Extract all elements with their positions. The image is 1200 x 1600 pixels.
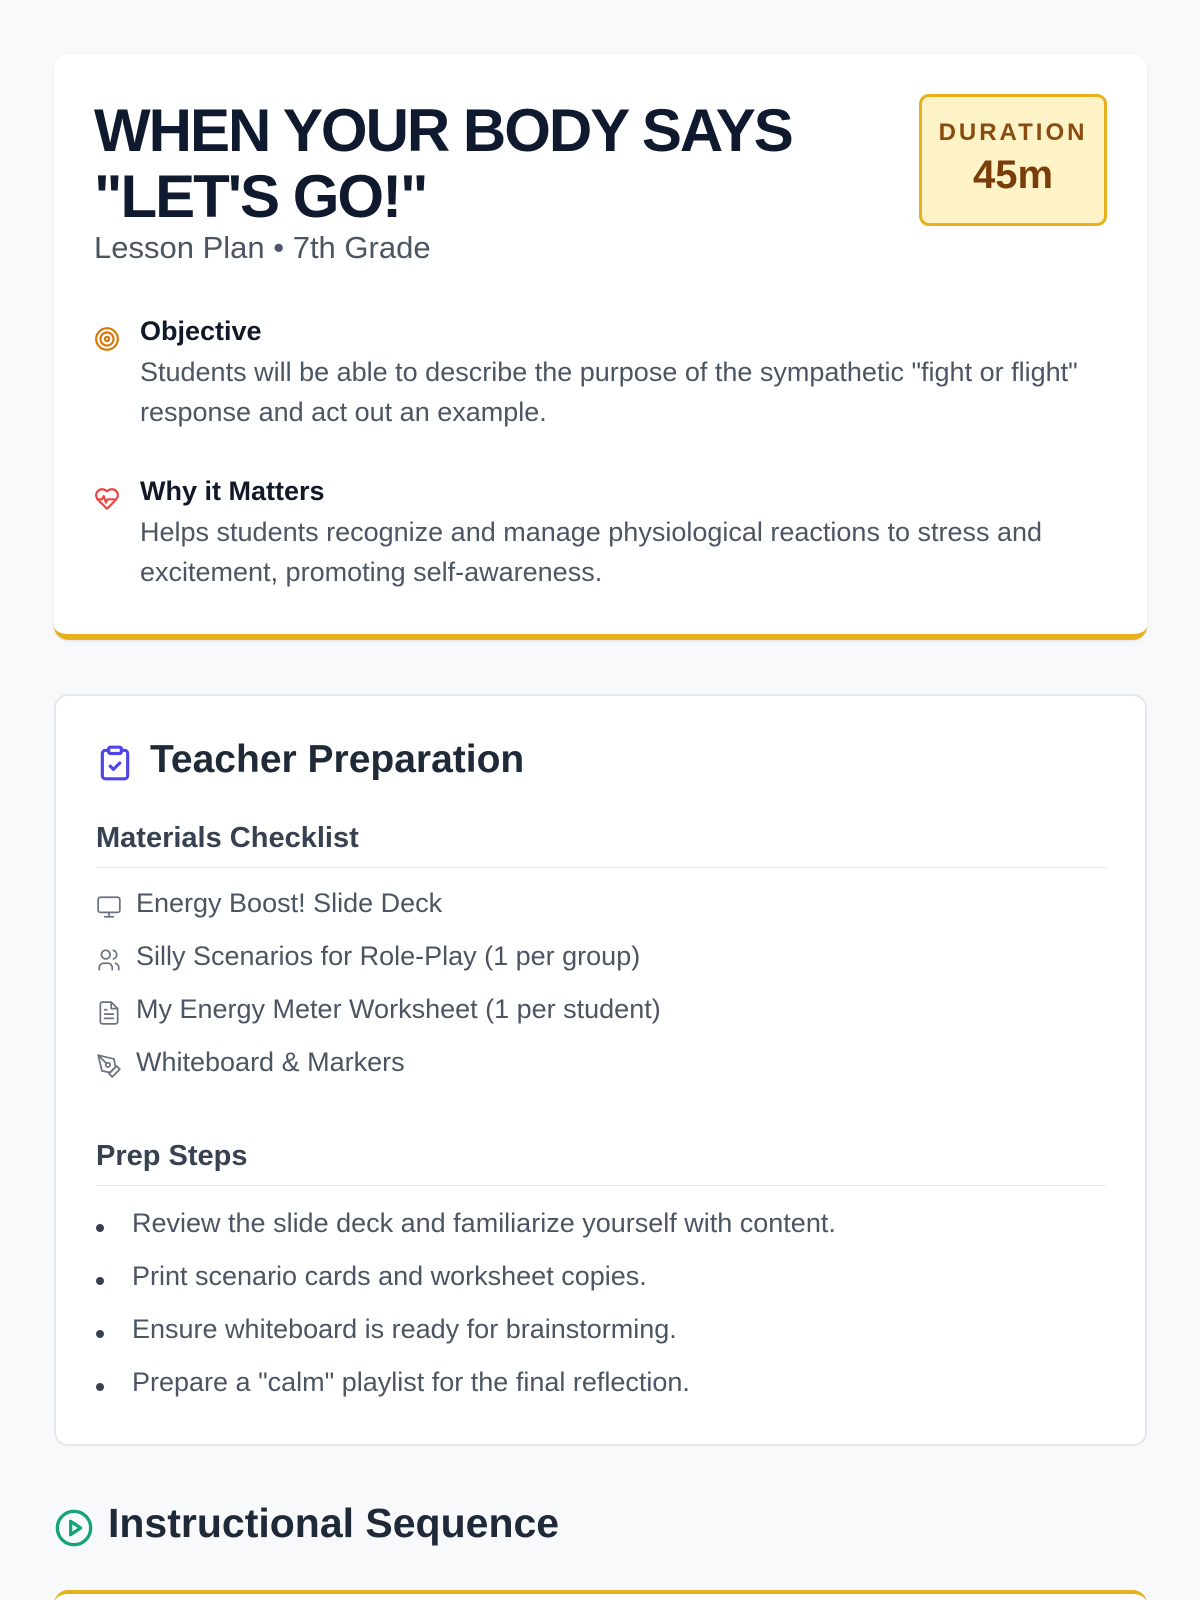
objective-text: Students will be able to describe the purpose of the sympathetic "fight or flight" response and act out an example. <box>140 357 1078 427</box>
lesson-subtitle: Lesson Plan • 7th Grade <box>94 230 431 265</box>
duration-value: 45m <box>972 153 1054 197</box>
users-icon <box>96 947 122 973</box>
pen-tool-icon <box>96 1053 122 1079</box>
objective-label: Objective <box>140 316 262 346</box>
sequence-title: Instructional Sequence <box>108 1500 560 1546</box>
prep-step-text: Print scenario cards and worksheet copies. <box>132 1261 647 1291</box>
lesson-title: WHEN YOUR BODY SAYS "LET'S GO!" <box>94 97 792 230</box>
bullet <box>96 1383 104 1391</box>
material-text: Energy Boost! Slide Deck <box>136 888 443 918</box>
bullet <box>96 1330 104 1338</box>
why-text: Helps students recognize and manage physiological reactions to stress and excitement, promoting self-awareness. <box>140 517 1043 587</box>
prep-step-text: Prepare a "calm" playlist for the final reflection. <box>132 1367 690 1397</box>
teacher-preparation-card <box>54 694 1147 1446</box>
sequence-step-card <box>54 1590 1147 1600</box>
why-label: Why it Matters <box>140 476 325 506</box>
prep-step-text: Ensure whiteboard is ready for brainstorming. <box>132 1314 677 1344</box>
duration-badge <box>919 94 1107 226</box>
material-text: Whiteboard & Markers <box>136 1047 405 1077</box>
material-text: My Energy Meter Worksheet (1 per student) <box>136 994 661 1024</box>
lesson-header-card <box>54 54 1147 640</box>
prep-step-text: Review the slide deck and familiarize yourself with content. <box>132 1208 836 1238</box>
duration-label: DURATION <box>938 119 1088 146</box>
target-icon <box>94 326 120 352</box>
materials-heading: Materials Checklist <box>96 822 1106 868</box>
material-text: Silly Scenarios for Role-Play (1 per group) <box>136 941 641 971</box>
monitor-icon <box>96 894 122 920</box>
document-icon <box>96 1000 122 1026</box>
play-circle-icon <box>54 1508 94 1548</box>
heart-pulse-icon <box>94 486 120 512</box>
bullet <box>96 1224 104 1232</box>
prep-title: Teacher Preparation <box>150 738 525 781</box>
prep-steps-heading: Prep Steps <box>96 1140 1106 1186</box>
clipboard-check-icon <box>96 742 134 784</box>
bullet <box>96 1277 104 1285</box>
